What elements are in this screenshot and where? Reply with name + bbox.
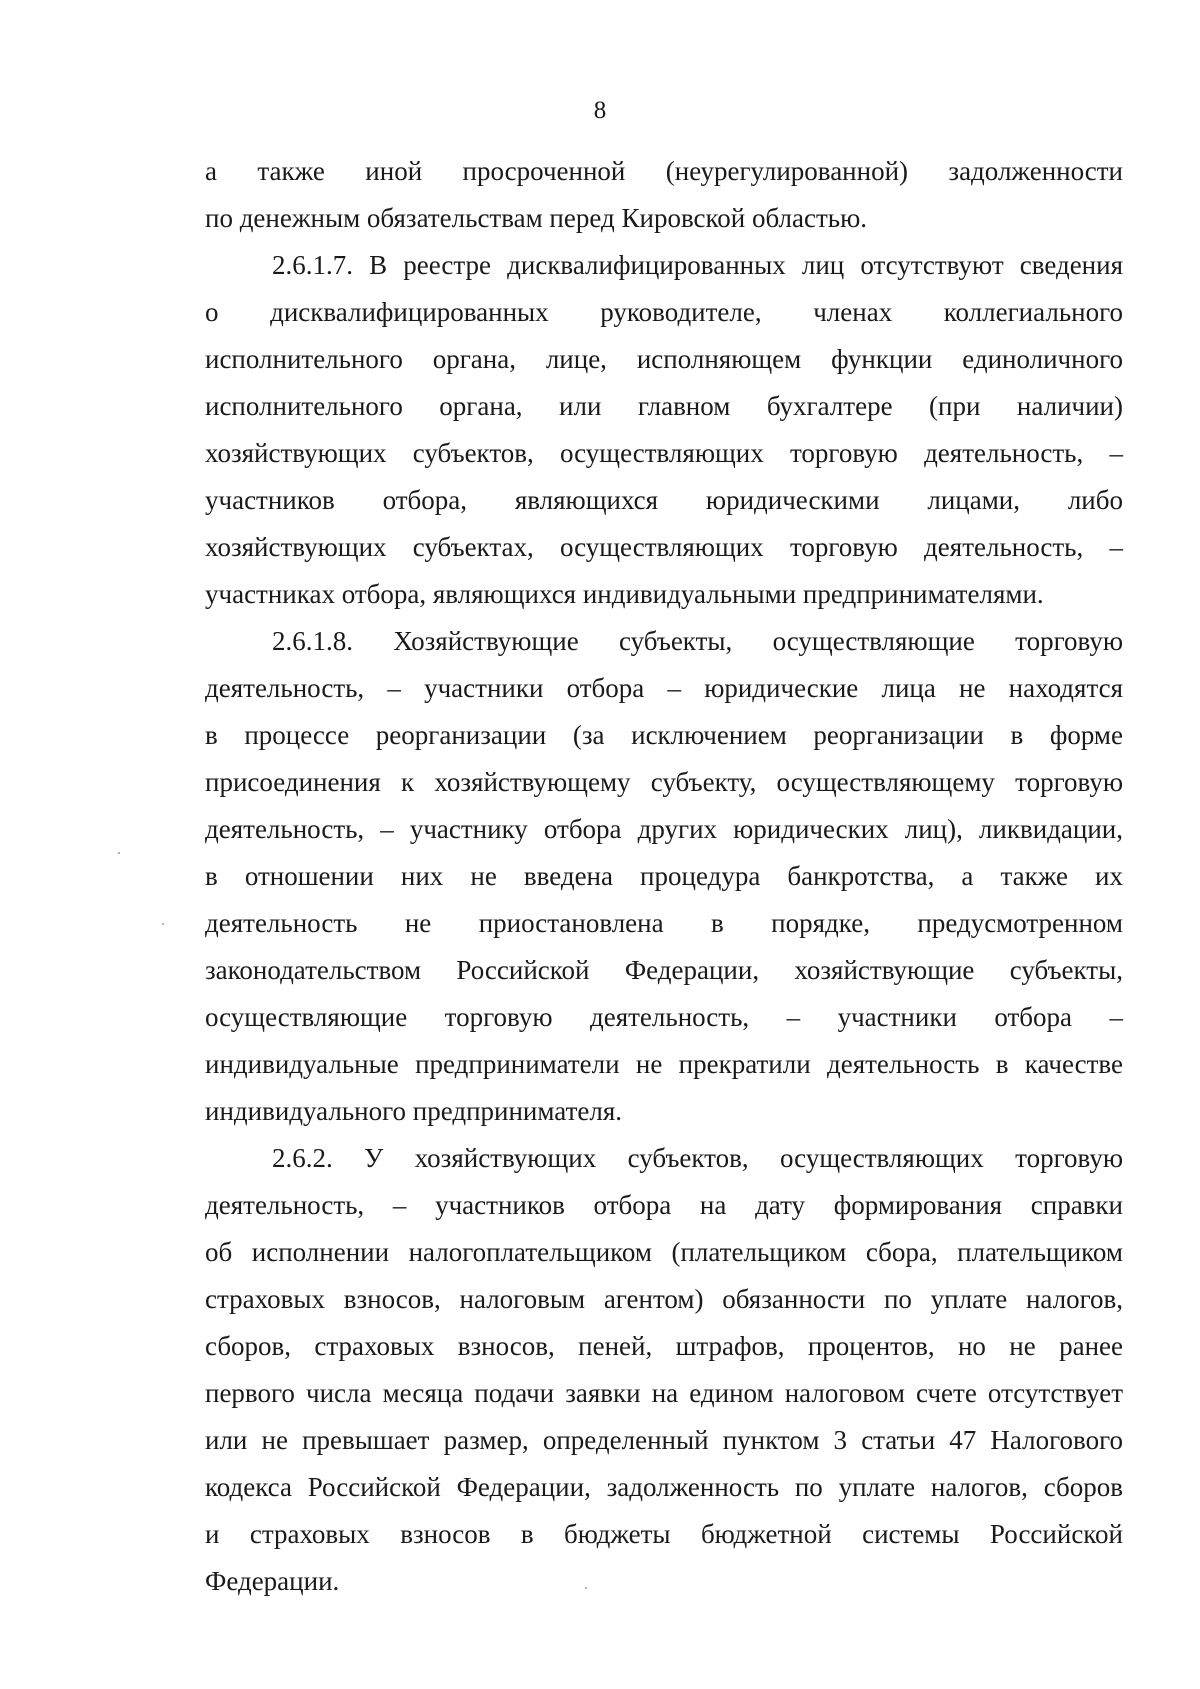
- text-line: участниках отбора, являющихся индивидуальными предпринимателями.: [205, 579, 1044, 609]
- text-line: сборов, страховых взносов, пеней, штрафов, процентов, но не ранее: [205, 1331, 1123, 1361]
- text-line: деятельность не приостановлена в порядке, предусмотренном: [205, 908, 1123, 938]
- page-number: 8: [593, 97, 607, 124]
- text-line: участников отбора, являющихся юридическими лицами, либо: [205, 485, 1123, 515]
- text-line: в процессе реорганизации (за исключением реорганизации в форме: [205, 720, 1123, 750]
- scan-speck: [585, 1587, 587, 1589]
- text-line: деятельность, – участнику отбора других юридических лиц), ликвидации,: [205, 814, 1123, 844]
- text-line: индивидуального предпринимателя.: [205, 1096, 622, 1126]
- document-body: [205, 148, 1123, 1605]
- text-line: о дисквалифицированных руководителе, членах коллегиального: [205, 297, 1123, 327]
- text-line: кодекса Российской Федерации, задолженность по уплате налогов, сборов: [205, 1472, 1123, 1502]
- text-line: в отношении них не введена процедура банкротства, а также их: [205, 861, 1123, 891]
- text-line: 2.6.1.8. Хозяйствующие субъекты, осуществляющие торговую: [272, 626, 1123, 656]
- text-line: деятельность, – участников отбора на дату формирования справки: [205, 1190, 1123, 1220]
- text-line: или не превышает размер, определенный пунктом 3 статьи 47 Налогового: [205, 1425, 1123, 1455]
- text-line: присоединения к хозяйствующему субъекту, осуществляющему торговую: [205, 767, 1123, 797]
- text-line: об исполнении налогоплательщиком (плательщиком сбора, плательщиком: [205, 1237, 1123, 1267]
- text-line: 2.6.2. У хозяйствующих субъектов, осуществляющих торговую: [272, 1143, 1123, 1173]
- text-line: 2.6.1.7. В реестре дисквалифицированных лиц отсутствуют сведения: [272, 250, 1123, 280]
- text-line: индивидуальные предприниматели не прекратили деятельность в качестве: [205, 1049, 1123, 1079]
- scan-speck: [162, 923, 164, 925]
- text-line: исполнительного органа, лице, исполняющем функции единоличного: [205, 344, 1123, 374]
- text-line: Федерации.: [205, 1566, 340, 1596]
- paragraph-p-2-6-2: [205, 1135, 1123, 1605]
- scan-speck: [118, 852, 120, 854]
- text-line: деятельность, – участники отбора – юридические лица не находятся: [205, 673, 1123, 703]
- paragraph-continuation: [205, 148, 1123, 242]
- text-line: исполнительного органа, или главном бухгалтере (при наличии): [205, 391, 1123, 421]
- paragraph-p-2-6-1-8: [205, 618, 1123, 1135]
- paragraph-p-2-6-1-7: [205, 242, 1123, 618]
- text-line: а также иной просроченной (неурегулированной) задолженности: [205, 156, 1123, 186]
- text-line: хозяйствующих субъектах, осуществляющих торговую деятельность, –: [205, 532, 1123, 562]
- text-line: страховых взносов, налоговым агентом) обязанности по уплате налогов,: [205, 1284, 1123, 1314]
- text-line: и страховых взносов в бюджеты бюджетной системы Российской: [205, 1519, 1123, 1549]
- text-line: первого числа месяца подачи заявки на едином налоговом счете отсутствует: [205, 1378, 1123, 1408]
- text-line: осуществляющие торговую деятельность, – участники отбора –: [205, 1002, 1123, 1032]
- text-line: по денежным обязательствам перед Кировской областью.: [205, 203, 868, 233]
- text-line: законодательством Российской Федерации, хозяйствующие субъекты,: [205, 955, 1123, 985]
- text-line: хозяйствующих субъектов, осуществляющих торговую деятельность, –: [205, 438, 1123, 468]
